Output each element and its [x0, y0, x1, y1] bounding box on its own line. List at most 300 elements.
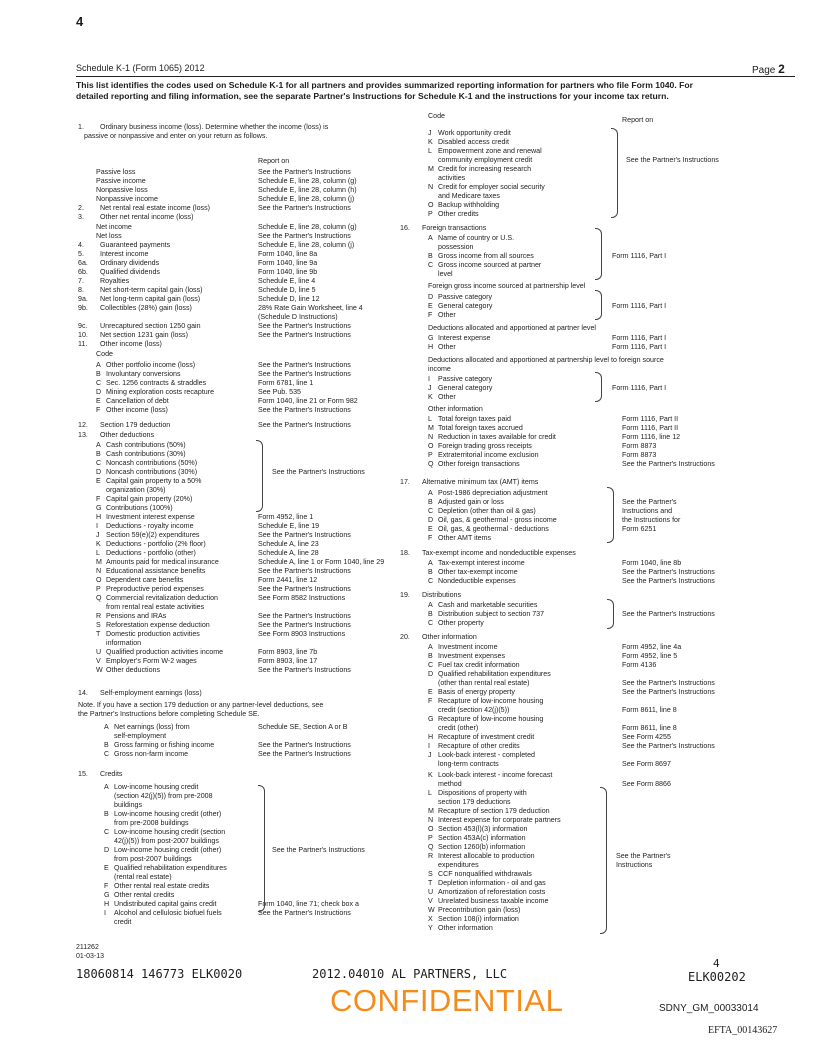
report-on-value: See the Partner's	[616, 852, 671, 860]
line-label: income	[428, 365, 451, 373]
line-label: Domestic production activities	[106, 630, 200, 638]
line-label: Net section 1231 gain (loss)	[100, 331, 188, 339]
line-label: from post-2007 buildings	[114, 855, 192, 863]
code-letter: C	[104, 750, 110, 758]
line-label: Other AMT items	[438, 534, 492, 542]
line-label: Recapture of low-income housing	[438, 697, 544, 705]
line-item	[428, 498, 504, 507]
line-label: Dispositions of property with	[438, 789, 527, 797]
line-number: 6b.	[78, 268, 88, 276]
report-on-value: Form 1040, line 21 or Form 982	[258, 397, 358, 405]
code-letter: E	[428, 525, 433, 533]
line-item	[428, 451, 539, 460]
line-label: Deductions allocated and apportioned at partner level	[428, 324, 596, 332]
report-on-value: Schedule D, line 12	[258, 295, 320, 303]
line-label: Reduction in taxes available for credit	[438, 433, 556, 441]
code-letter: F	[104, 882, 109, 890]
report-on-value: Form 1040, line 8a	[258, 250, 318, 258]
brace	[607, 599, 614, 629]
code-letter: F	[428, 697, 433, 705]
line-label: Commercial revitalization deduction	[106, 594, 218, 602]
line-item	[428, 183, 545, 192]
line-number: 19.	[400, 591, 410, 599]
line-item	[428, 415, 511, 424]
report-on-value: Form 1116, Part I	[612, 252, 667, 260]
line-label: Oil, gas, & geothermal - gross income	[438, 516, 557, 524]
code-letter: E	[428, 688, 433, 696]
bottom-mid-text: 2012.04010 AL PARTNERS, LLC	[312, 967, 508, 981]
line-label: Other	[438, 393, 456, 401]
report-on-value: Form 4136	[622, 661, 657, 669]
brace	[258, 785, 265, 912]
line-label: Oil, gas, & geothermal - deductions	[438, 525, 549, 533]
efta-number: EFTA_00143627	[708, 1025, 778, 1036]
code-letter: I	[428, 375, 430, 383]
line-label: Net rental real estate income (loss)	[100, 204, 210, 212]
line-label: Deductions allocated and apportioned at partnership level to foreign source	[428, 356, 664, 364]
line-item	[438, 798, 511, 807]
report-on-value: Form 2441, line 12	[258, 576, 318, 584]
code-letter: Q	[428, 843, 434, 851]
line-item	[428, 601, 537, 610]
line-number: 6a.	[78, 259, 88, 267]
line-item	[428, 715, 543, 724]
line-item	[428, 559, 525, 568]
line-label: Capital gain property (20%)	[106, 495, 193, 503]
line-label: Adjusted gain or loss	[438, 498, 504, 506]
report-on-value: See the Partner's Instructions	[272, 846, 365, 854]
line-label: Section 453(l)(3) information	[438, 825, 528, 833]
report-on-value: Schedule D, line 5	[258, 286, 316, 294]
line-item	[400, 549, 576, 558]
line-label: Section 179 deduction	[100, 421, 171, 429]
line-label: Other property	[438, 619, 484, 627]
code-letter: C	[428, 577, 434, 585]
line-number: 11.	[78, 340, 88, 348]
code-letter: O	[96, 576, 102, 584]
code-letter: J	[428, 384, 432, 392]
report-on-value: See the Partner's Instructions	[258, 361, 351, 369]
line-item	[428, 384, 492, 393]
brace	[600, 787, 607, 934]
code-letter: M	[428, 424, 434, 432]
code-letter: A	[428, 559, 433, 567]
page-number: 2	[778, 62, 785, 76]
code-letter: K	[428, 393, 433, 401]
line-label: Foreign transactions	[422, 224, 487, 232]
report-on-value: Form 1116, line 12	[622, 433, 681, 441]
code-letter: H	[428, 343, 434, 351]
line-item	[428, 516, 557, 525]
line-label: Depletion (other than oil & gas)	[438, 507, 536, 515]
form-header: Schedule K-1 (Form 1065) 2012	[76, 63, 205, 73]
line-item	[428, 261, 541, 270]
code-letter: I	[104, 909, 106, 917]
report-on-value: Form 1116, Part II	[622, 415, 679, 423]
line-item	[428, 489, 548, 498]
line-label: Other portfolio income (loss)	[106, 361, 196, 369]
line-label: Amounts paid for medical insurance	[106, 558, 219, 566]
line-label: Low-income housing credit (other)	[114, 810, 222, 818]
report-on-value: Form 8903, line 7b	[258, 648, 318, 656]
line-item	[438, 192, 500, 201]
bates-number: SDNY_GM_00033014	[659, 1003, 759, 1014]
report-on-value: See the Partner's Instructions	[258, 531, 351, 539]
line-label: Note. If you have a section 179 deduction or any partner-level deductions, see	[78, 701, 324, 709]
report-on-value: Schedule A, line 28	[258, 549, 319, 557]
line-item	[428, 652, 505, 661]
code-letter: L	[96, 549, 100, 557]
report-on-value: See the Partner's Instructions	[258, 567, 351, 575]
line-item	[428, 816, 561, 825]
code-letter: G	[428, 334, 434, 342]
line-item	[428, 879, 546, 888]
line-item	[428, 834, 526, 843]
line-label: Name of country or U.S.	[438, 234, 515, 242]
report-on-value: See Form 8697	[622, 760, 671, 768]
line-label: Cash contributions (50%)	[106, 441, 186, 449]
report-on-value: Schedule E, line 28, column (g)	[258, 223, 357, 231]
line-label: Other deductions	[100, 431, 155, 439]
line-label: Cancellation of debt	[106, 397, 169, 405]
report-on-value: See Form 8582 Instructions	[258, 594, 346, 602]
line-label: Other income (loss)	[100, 340, 162, 348]
line-label: Ordinary dividends	[100, 259, 160, 267]
line-item	[428, 210, 479, 219]
line-label: Total foreign taxes paid	[438, 415, 511, 423]
code-letter: M	[428, 165, 434, 173]
line-label: expenditures	[438, 861, 479, 869]
code-letter: B	[428, 652, 433, 660]
report-on-value: Form 1116, Part II	[622, 424, 679, 432]
line-item	[438, 243, 474, 252]
code-letter: T	[96, 630, 101, 638]
line-number: 7.	[78, 277, 84, 285]
code-letter: I	[96, 522, 98, 530]
line-item	[428, 577, 516, 586]
line-label: Other tax-exempt income	[438, 568, 518, 576]
line-label: Other information	[422, 633, 477, 641]
line-item	[400, 224, 486, 233]
line-item	[428, 534, 491, 543]
line-label: Nondeductible expenses	[438, 577, 516, 585]
line-label: Credit for increasing research	[438, 165, 532, 173]
code-letter: G	[428, 715, 434, 723]
report-on-value: See the Partner's	[622, 498, 677, 506]
line-label: Empowerment zone and renewal	[438, 147, 542, 155]
line-label: Total foreign taxes accrued	[438, 424, 523, 432]
line-label: Passive category	[438, 375, 493, 383]
report-on-value: See the Partner's Instructions	[622, 742, 715, 750]
line-label: Depletion information - oil and gas	[438, 879, 546, 887]
report-on-value: Form 1116, Part I	[612, 343, 667, 351]
line-label: Guaranteed payments	[100, 241, 171, 249]
report-on-value: See the Partner's Instructions	[258, 168, 351, 176]
report-on-value: Form 1040, line 8b	[622, 559, 682, 567]
line-label: Recapture of section 179 deduction	[438, 807, 550, 815]
code-letter: N	[428, 433, 434, 441]
line-label: Distributions	[422, 591, 462, 599]
line-label: Section 1260(b) information	[438, 843, 526, 851]
line-label: from rental real estate activities	[106, 603, 205, 611]
line-item	[438, 174, 465, 183]
line-label: from pre-2008 buildings	[114, 819, 189, 827]
report-on-value: See the Partner's Instructions	[626, 156, 719, 164]
line-label: Section 453A(c) information	[438, 834, 526, 842]
report-on-value: Schedule E, line 28, column (h)	[258, 186, 357, 194]
report-on-value: Form 1116, Part I	[612, 384, 667, 392]
code-letter: W	[428, 906, 435, 914]
line-item	[428, 424, 523, 433]
report-on-value: See the Partner's Instructions	[258, 406, 351, 414]
line-label: Other rental credits	[114, 891, 175, 899]
report-on-value: See Form 8866	[622, 780, 671, 788]
report-on-value: See the Partner's Instructions	[622, 688, 715, 696]
line-label: Foreign trading gross receipts	[438, 442, 532, 450]
report-on-value: Schedule A, line 23	[258, 540, 319, 548]
line-label: Look-back interest - income forecast	[438, 771, 553, 779]
line-item	[428, 147, 542, 156]
line-label: Distribution subject to section 737	[438, 610, 545, 618]
code-letter: C	[96, 459, 102, 467]
line-item	[400, 591, 461, 600]
line-label: Preproductive period expenses	[106, 585, 204, 593]
code-letter: J	[96, 531, 100, 539]
code-letter: C	[96, 379, 102, 387]
code-letter: W	[96, 666, 103, 674]
report-on-value: Form 6251	[622, 525, 657, 533]
report-on-value: See the Partner's Instructions	[622, 679, 715, 687]
line-label: level	[438, 270, 453, 278]
report-on-value: See the Partner's Instructions	[622, 610, 715, 618]
report-on-value: Schedule A, line 1 or Form 1040, line 29	[258, 558, 385, 566]
line-label: Other foreign transactions	[438, 460, 520, 468]
line-item	[428, 688, 515, 697]
report-on-value: See the Partner's Instructions	[622, 460, 715, 468]
line-label: Alcohol and cellulosic biofuel fuels	[114, 909, 222, 917]
code-letter: O	[428, 825, 434, 833]
line-number: 13.	[78, 431, 88, 439]
code-letter: C	[428, 261, 434, 269]
code-letter: R	[96, 612, 102, 620]
line-label: Investment expenses	[438, 652, 506, 660]
report-on-value: Form 6781, line 1	[258, 379, 314, 387]
report-on-value: See the Partner's Instructions	[258, 370, 351, 378]
code-letter: P	[428, 834, 433, 842]
line-label: Section 108(i) information	[438, 915, 519, 923]
code-letter: N	[428, 183, 434, 191]
line-label: Credit for employer social security	[438, 183, 545, 191]
line-item	[428, 201, 499, 210]
report-on-value: Schedule E, line 28, column (j)	[258, 195, 355, 203]
line-label: Ordinary business income (loss). Determine whether the income (loss) is	[100, 123, 329, 131]
code-letter: B	[96, 450, 101, 458]
code-letter: C	[104, 828, 110, 836]
report-on-value: Schedule E, line 28, column (j)	[258, 241, 355, 249]
line-number: 2.	[78, 204, 84, 212]
code-letter: C	[428, 507, 434, 515]
footer-code: 211262	[76, 944, 99, 951]
line-item	[428, 334, 490, 343]
line-label: Cash and marketable securities	[438, 601, 538, 609]
line-label: Low-income housing credit (section	[114, 828, 226, 836]
line-label: Gross non-farm income	[114, 750, 189, 758]
code-letter: I	[428, 742, 430, 750]
code-letter: Q	[96, 594, 102, 602]
line-item	[438, 679, 529, 688]
line-item	[428, 789, 527, 798]
line-label: Recapture of investment credit	[438, 733, 535, 741]
code-letter: G	[96, 504, 102, 512]
report-on-value: See Form 8903 Instructions	[258, 630, 346, 638]
line-label: Self-employment earnings (loss)	[100, 689, 202, 697]
report-on-value: See the Partner's Instructions	[622, 568, 715, 576]
report-on-value: Form 8873	[622, 451, 657, 459]
line-item	[428, 915, 519, 924]
report-on-value: See the Partner's Instructions	[258, 585, 351, 593]
report-on-value: See the Partner's Instructions	[258, 621, 351, 629]
line-item	[428, 442, 532, 451]
line-label: Nonpassive loss	[96, 186, 148, 194]
line-label: Educational assistance benefits	[106, 567, 206, 575]
report-on-value: Form 1116, Part I	[612, 302, 667, 310]
brace	[595, 372, 602, 402]
line-label: Employer's Form W-2 wages	[106, 657, 197, 665]
line-label: Nonpassive income	[96, 195, 158, 203]
line-label: Interest allocable to production	[438, 852, 535, 860]
report-on-value: Instructions and	[622, 507, 673, 515]
line-item	[428, 507, 536, 516]
code-letter: F	[428, 311, 433, 319]
line-label: CCF nonqualified withdrawals	[438, 870, 532, 878]
line-item	[428, 843, 525, 852]
report-on-value: See the Partner's Instructions	[272, 468, 365, 476]
line-label: Credits	[100, 770, 123, 778]
line-item	[428, 742, 520, 751]
line-label: Other information	[438, 924, 493, 932]
line-number: 3.	[78, 213, 84, 221]
line-number: 1.	[78, 123, 84, 131]
line-label: Disabled access credit	[438, 138, 509, 146]
code-letter: L	[428, 789, 432, 797]
code-letter: A	[428, 601, 433, 609]
code-letter: E	[96, 477, 101, 485]
line-label: Passive category	[438, 293, 493, 301]
line-label: Noncash contributions (30%)	[106, 468, 198, 476]
line-label: Basis of energy property	[438, 688, 515, 696]
line-label: Investment income	[438, 643, 498, 651]
line-label: Noncash contributions (50%)	[106, 459, 198, 467]
line-label: Undistributed capital gains credit	[114, 900, 217, 908]
report-on-value: See the Partner's Instructions	[258, 421, 351, 429]
line-label: Report on	[258, 157, 290, 165]
line-item	[428, 697, 543, 706]
code-letter: L	[428, 415, 432, 423]
line-label: Investment interest expense	[106, 513, 195, 521]
line-label: Qualified dividends	[100, 268, 160, 276]
code-letter: F	[96, 406, 101, 414]
line-label: Gross farming or fishing income	[114, 741, 215, 749]
code-letter: D	[428, 293, 434, 301]
line-label: method	[438, 780, 462, 788]
line-label: credit	[114, 918, 132, 926]
line-label: General category	[438, 384, 493, 392]
code-letter: D	[96, 388, 102, 396]
bottom-left-id: 18060814 146773 ELK0020	[76, 967, 243, 981]
code-letter: B	[104, 741, 109, 749]
code-letter: T	[428, 879, 433, 887]
code-letter: D	[428, 516, 434, 524]
line-label: General category	[438, 302, 493, 310]
line-label: Other	[438, 343, 456, 351]
code-letter: E	[96, 397, 101, 405]
report-on-value: Schedule E, line 19	[258, 522, 320, 530]
line-item	[428, 888, 545, 897]
brace	[611, 128, 618, 218]
report-on-value: See the Partner's Instructions	[258, 612, 351, 620]
code-letter: K	[96, 540, 101, 548]
report-on-value: Form 1040, line 9a	[258, 259, 318, 267]
line-label: Backup withholding	[438, 201, 500, 209]
code-letter: A	[428, 489, 433, 497]
line-item	[428, 324, 596, 333]
line-item	[400, 633, 477, 642]
code-letter: M	[428, 807, 434, 815]
line-label: Unrecaptured section 1250 gain	[100, 322, 201, 330]
brace	[595, 290, 602, 320]
line-label: credit (section 42(j)(5))	[438, 706, 510, 714]
line-label: Capital gain property to a 50%	[106, 477, 202, 485]
intro-paragraph: This list identifies the codes used on Schedule K-1 for all partners and provides summarized reporting information for partners who file Form 1040. For detailed reporting and filing information, see the separate Partner's Instructions for Schedule K-1 and the instructions for your income tax return.	[76, 80, 693, 101]
brace	[595, 228, 602, 280]
line-label: section 179 deductions	[438, 798, 511, 806]
code-letter: O	[428, 201, 434, 209]
code-letter: J	[428, 129, 432, 137]
line-label: (rental real estate)	[114, 873, 172, 881]
confidential-watermark: CONFIDENTIAL	[330, 983, 564, 1018]
page-label-text: Page	[752, 65, 776, 76]
line-item	[428, 405, 483, 414]
report-on-value: Form 1040, line 9b	[258, 268, 318, 276]
code-letter: E	[428, 302, 433, 310]
line-number: 9a.	[78, 295, 88, 303]
line-number: 4.	[78, 241, 84, 249]
line-number: 20.	[400, 633, 410, 641]
line-label: Gross income from all sources	[438, 252, 534, 260]
line-label: passive or nonpassive and enter on your return as follows.	[84, 132, 268, 140]
line-label: activities	[438, 174, 466, 182]
line-label: Work opportunity credit	[438, 129, 511, 137]
line-item	[428, 302, 492, 311]
code-letter: U	[428, 888, 434, 896]
code-letter: B	[428, 568, 433, 576]
report-on-value: the Instructions for	[622, 516, 681, 524]
report-on-value: 28% Rate Gain Worksheet, line 4	[258, 304, 363, 312]
code-letter: A	[104, 783, 109, 791]
line-label: and Medicare taxes	[438, 192, 500, 200]
report-on-value: See the Partner's Instructions	[258, 750, 351, 758]
line-label: Report on	[622, 116, 654, 124]
code-letter: R	[428, 852, 434, 860]
code-letter: B	[96, 370, 101, 378]
line-number: 8.	[78, 286, 84, 294]
code-letter: Q	[428, 460, 434, 468]
line-item	[428, 365, 451, 374]
line-number: 18.	[400, 549, 410, 557]
line-number: 5.	[78, 250, 84, 258]
line-label: buildings	[114, 801, 143, 809]
line-label: Low-income housing credit	[114, 783, 199, 791]
